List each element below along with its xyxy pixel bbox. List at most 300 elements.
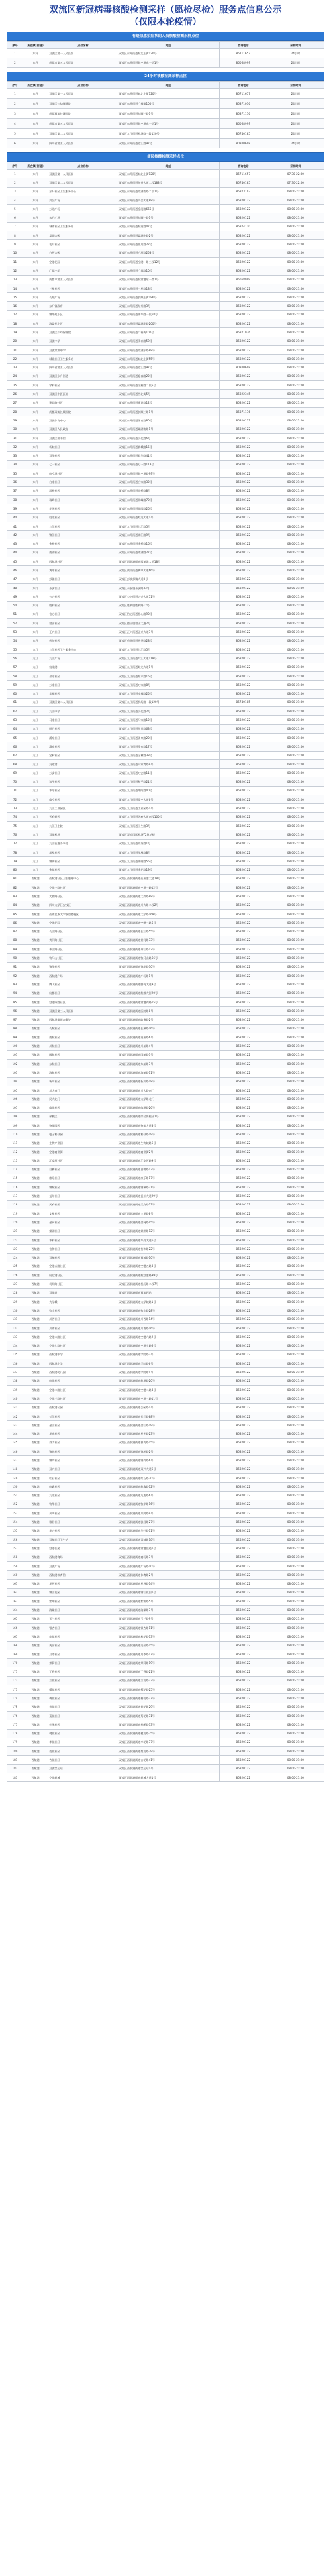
address-cell: 双流区东升街道航空港东一路1号 — [118, 119, 219, 129]
hours-cell: 08:00-21:00 — [267, 1623, 324, 1632]
table-row — [7, 1641, 324, 1650]
table-row — [7, 1183, 324, 1192]
area-cell: 东升 — [23, 58, 48, 68]
phone-cell: 85820122 — [219, 355, 267, 363]
hours-cell: 08:00-21:00 — [267, 1711, 324, 1720]
address-cell: 双流区西航港街道群力路15号 — [118, 1438, 219, 1447]
area-cell: 九江 — [23, 689, 48, 698]
phone-cell: 85820122 — [219, 777, 267, 786]
address-cell: 双流区西航港街道生物城路5号 — [118, 1139, 219, 1147]
sequence-cell: 30 — [7, 425, 23, 433]
phone-cell: 85740185 — [219, 698, 267, 706]
phone-cell: 85820122 — [219, 1227, 267, 1235]
table-row — [7, 1667, 324, 1676]
table-row — [7, 1227, 324, 1235]
address-cell: 双流区西航港街道星河路14号 — [118, 1579, 219, 1588]
sequence-cell: 116 — [7, 1183, 23, 1192]
table-row — [7, 1614, 324, 1623]
table-row — [7, 1306, 324, 1315]
sequence-cell: 174 — [7, 1694, 23, 1703]
table-row — [7, 433, 324, 442]
sequence-cell: 73 — [7, 804, 23, 812]
phone-cell: 85820122 — [219, 1403, 267, 1412]
phone-cell: 85820122 — [219, 997, 267, 1006]
address-cell: 双流区西航港街道东航路7号 — [118, 1059, 219, 1068]
table-row — [7, 1323, 324, 1332]
table-row — [7, 830, 324, 839]
hours-cell: 08:00-21:00 — [267, 945, 324, 954]
phone-cell: 85820122 — [219, 601, 267, 610]
address-cell: 双流区东升街道航空港东一路1号 — [118, 275, 219, 284]
area-cell: 西航港 — [23, 1614, 48, 1623]
area-cell: 东升 — [23, 205, 48, 213]
address-cell: 双流区九江街道锦绣路56号 — [118, 857, 219, 866]
address-cell: 双流区九江街道幸福路25号 — [118, 689, 219, 698]
table-row — [7, 1271, 324, 1280]
table-row — [7, 58, 324, 68]
hours-cell: 08:00-21:00 — [267, 1112, 324, 1121]
phone-cell: 85820122 — [219, 1235, 267, 1244]
phone-cell: 85820122 — [219, 1526, 267, 1535]
table-row — [7, 1315, 324, 1323]
phone-cell: 85820122 — [219, 231, 267, 240]
address-cell: 双流区西航港街道珠江路12号 — [118, 945, 219, 954]
hours-cell: 08:00-21:00 — [267, 610, 324, 618]
table-row — [7, 1394, 324, 1403]
sequence-cell: 143 — [7, 1421, 23, 1429]
phone-cell: 85820122 — [219, 1394, 267, 1403]
address-cell: 双流区西航港街道川西路14号 — [118, 1315, 219, 1323]
sequence-cell: 23 — [7, 363, 23, 372]
site-name-cell: 万达广场 — [48, 205, 118, 213]
site-name-cell: 长江路社区 — [48, 927, 118, 936]
hours-cell: 08:00-21:00 — [267, 909, 324, 918]
address-cell: 双流区东升街道长顺三路1号 — [118, 408, 219, 416]
table-row — [7, 751, 324, 759]
table-row — [7, 962, 324, 971]
hours-cell: 08:00-21:00 — [267, 777, 324, 786]
phone-cell: 85820122 — [219, 1183, 267, 1192]
address-cell: 双流区西航港街道科技路19号 — [118, 1130, 219, 1139]
sequence-cell: 86 — [7, 919, 23, 927]
phone-cell: 85823103 — [219, 187, 267, 196]
sequence-cell: 31 — [7, 433, 23, 442]
phone-cell: 85820122 — [219, 1130, 267, 1139]
sequence-cell: 108 — [7, 1112, 23, 1121]
site-name-cell: 大件路社区 — [48, 892, 118, 901]
area-cell: 西航港 — [23, 1438, 48, 1447]
area-cell: 东升 — [23, 328, 48, 337]
hours-cell: 08:00-21:00 — [267, 451, 324, 460]
column-header: 所在镇(街道) — [23, 162, 48, 170]
phone-cell: 85820122 — [219, 1579, 267, 1588]
address-cell: 双流区西航港街道康乐路17号 — [118, 1174, 219, 1182]
hours-cell: 08:00-21:00 — [267, 1429, 324, 1438]
area-cell: 东升 — [23, 139, 48, 148]
address-cell: 双流区西航港街道海航路11号 — [118, 1068, 219, 1077]
sequence-cell: 10 — [7, 249, 23, 257]
area-cell: 西航港 — [23, 1720, 48, 1729]
site-name-cell: 荷花社区 — [48, 1703, 118, 1711]
area-cell: 东升 — [23, 451, 48, 460]
site-name-cell: 双流区中医医院 — [48, 390, 118, 398]
sequence-cell: 1 — [7, 49, 23, 58]
phone-cell: 85820122 — [219, 1059, 267, 1068]
sequence-cell: 130 — [7, 1306, 23, 1315]
sequence-cell: 159 — [7, 1561, 23, 1570]
phone-cell: 85820122 — [219, 1156, 267, 1165]
sequence-cell: 2 — [7, 99, 23, 109]
table-row — [7, 1694, 324, 1703]
address-cell: 双流区西航港街道综合保税区1号 — [118, 1112, 219, 1121]
table-row — [7, 663, 324, 671]
phone-cell: 85820122 — [219, 1103, 267, 1112]
area-cell: 西航港 — [23, 1130, 48, 1139]
sequence-cell: 6 — [7, 139, 23, 148]
hours-cell: 08:00-21:00 — [267, 345, 324, 354]
area-cell: 九江 — [23, 645, 48, 654]
hours-cell: 08:00-21:00 — [267, 980, 324, 989]
area-cell: 东升 — [23, 416, 48, 425]
sequence-cell: 117 — [7, 1192, 23, 1200]
hours-cell: 08:00-21:00 — [267, 310, 324, 319]
table-row — [7, 698, 324, 706]
address-cell: 双流区西航港街道凤鸣路9号 — [118, 1509, 219, 1518]
area-cell: 东升 — [23, 390, 48, 398]
phone-cell: 85820122 — [219, 1042, 267, 1050]
column-header: 地址 — [118, 82, 219, 89]
sequence-cell: 32 — [7, 443, 23, 451]
area-cell: 东升 — [23, 109, 48, 119]
sequence-cell: 177 — [7, 1720, 23, 1729]
site-name-cell: 生物产业园 — [48, 1139, 118, 1147]
phone-cell: 85820122 — [219, 1024, 267, 1033]
address-cell: 双流区九江街道泉水路16号 — [118, 671, 219, 680]
hours-cell: 24小时 — [267, 129, 324, 139]
site-name-cell: 黄河路社区 — [48, 936, 118, 944]
site-name-cell: 双流站 — [48, 1288, 118, 1297]
sequence-cell: 33 — [7, 451, 23, 460]
sequence-cell: 164 — [7, 1606, 23, 1614]
hours-cell: 08:00-21:00 — [267, 769, 324, 777]
address-cell: 双流区西航港街道政务路2号 — [118, 1015, 219, 1024]
hours-cell: 08:00-21:00 — [267, 1588, 324, 1596]
site-name-cell: 机场路社区 — [48, 1280, 118, 1288]
address-cell: 双流区东升街道迎春路22号 — [118, 372, 219, 380]
hours-cell: 08:00-21:00 — [267, 1315, 324, 1323]
table-row — [7, 1156, 324, 1165]
sequence-cell: 35 — [7, 469, 23, 478]
hours-cell: 08:00-21:00 — [267, 1015, 324, 1024]
hours-cell: 08:00-21:00 — [267, 1245, 324, 1253]
address-cell: 双流区东升街道空港一路三段12号 — [118, 257, 219, 266]
phone-cell: 85820122 — [219, 1509, 267, 1518]
hours-cell: 08:00-21:00 — [267, 972, 324, 980]
site-name-cell: 新城社区 — [48, 443, 118, 451]
sequence-cell: 78 — [7, 848, 23, 856]
sequence-cell: 107 — [7, 1103, 23, 1112]
area-cell: 西航港 — [23, 1429, 48, 1438]
phone-cell: 85820122 — [219, 398, 267, 407]
site-name-cell: 锦华苑小区 — [48, 310, 118, 319]
area-cell: 西航港 — [23, 954, 48, 962]
site-name-cell: 茉莉社区 — [48, 1659, 118, 1667]
site-name-cell: 星光社区 — [48, 1429, 118, 1438]
site-name-cell: 双兴社区 — [48, 1465, 118, 1473]
address-cell: 双流区西航港街道川大路二段2号 — [118, 901, 219, 909]
area-cell: 西航港 — [23, 1341, 48, 1350]
hours-cell: 08:00-21:00 — [267, 1747, 324, 1756]
site-name-cell: 腾飞社区 — [48, 980, 118, 989]
phone-cell: 85820122 — [219, 830, 267, 839]
site-name-cell: 兴合广场 — [48, 196, 118, 204]
area-cell: 九江 — [23, 777, 48, 786]
page-subtitle: （仅限本轮疫情） — [130, 17, 201, 27]
sequence-cell: 175 — [7, 1703, 23, 1711]
address-cell: 双流区东升街道长顺上街186号 — [118, 293, 219, 302]
sequence-cell: 120 — [7, 1218, 23, 1227]
address-cell: 双流区西航港街道航空港路99号 — [118, 1271, 219, 1280]
hours-cell: 08:00-21:00 — [267, 1641, 324, 1650]
table-row — [7, 257, 324, 266]
site-name-cell: 海航社区 — [48, 1068, 118, 1077]
sequence-cell: 13 — [7, 275, 23, 284]
phone-cell: 85820122 — [219, 734, 267, 742]
site-name-cell: 双流区第一人民医院 — [48, 170, 118, 178]
sequence-cell: 160 — [7, 1571, 23, 1579]
address-cell: 双流区西航港街道桂花路13号 — [118, 1632, 219, 1641]
phone-cell: 85820122 — [219, 416, 267, 425]
phone-cell: 85820122 — [219, 240, 267, 249]
hours-cell: 08:00-21:00 — [267, 1192, 324, 1200]
section-title: 便民核酸检测采样点位 — [7, 152, 324, 162]
area-cell: 九江 — [23, 769, 48, 777]
hours-cell: 08:00-21:00 — [267, 1262, 324, 1270]
address-cell: 双流区九江街道蛟龙大道1号 — [118, 663, 219, 671]
sequence-cell: 84 — [7, 901, 23, 909]
area-cell: 东升 — [23, 266, 48, 275]
phone-cell: 85820122 — [219, 345, 267, 354]
area-cell: 东升 — [23, 222, 48, 231]
address-cell: 双流区西航港街道锦江花园1号 — [118, 1588, 219, 1596]
sequence-cell: 158 — [7, 1553, 23, 1561]
address-cell: 双流区西航港街道学院路9号 — [118, 1368, 219, 1376]
site-name-cell: 籍田社区 — [48, 619, 118, 628]
sequence-cell: 166 — [7, 1623, 23, 1632]
site-name-cell: 牧马山社区 — [48, 954, 118, 962]
address-cell: 双流区西航港街道兰花路23号 — [118, 1676, 219, 1685]
table-row — [7, 927, 324, 936]
address-cell: 双流区西航港街道梅花路27号 — [118, 1694, 219, 1703]
site-name-cell: 双流机场 — [48, 830, 118, 839]
hours-cell: 24小时 — [267, 119, 324, 129]
area-cell: 西航港 — [23, 1315, 48, 1323]
sequence-cell: 72 — [7, 795, 23, 804]
table-row — [7, 671, 324, 680]
site-name-cell: 公兴社区 — [48, 592, 118, 601]
table-row — [7, 557, 324, 566]
site-name-cell: 李花社区 — [48, 1738, 118, 1746]
address-cell: 双流区西航港街道国航路3号 — [118, 1050, 219, 1059]
area-cell: 西航港 — [23, 1483, 48, 1491]
table-row — [7, 1121, 324, 1130]
table-row — [7, 372, 324, 380]
address-cell: 双流区西航港街道公园路1号 — [118, 1403, 219, 1412]
phone-cell: 85874110 — [219, 222, 267, 231]
site-name-cell: 双流区东升街道 — [48, 372, 118, 380]
address-cell: 双流区西航港街道文星路8号 — [118, 1209, 219, 1218]
sequence-cell: 91 — [7, 962, 23, 971]
table-row — [7, 381, 324, 390]
table-row — [7, 769, 324, 777]
table-row — [7, 1509, 324, 1518]
hours-cell: 08:00-21:00 — [267, 1024, 324, 1033]
hours-cell: 08:00-21:00 — [267, 1095, 324, 1103]
hours-cell: 08:00-21:00 — [267, 989, 324, 997]
area-cell: 东升 — [23, 513, 48, 522]
sequence-cell: 132 — [7, 1323, 23, 1332]
phone-cell: 85820122 — [219, 1385, 267, 1394]
site-name-cell: 华阳社区 — [48, 786, 118, 795]
site-name-cell: 锦绣社区 — [48, 857, 118, 866]
address-cell: 双流区九江街道冯家湾路9号 — [118, 759, 219, 768]
area-cell: 西航港 — [23, 945, 48, 954]
site-name-cell: 华府社区 — [48, 1235, 118, 1244]
hours-cell: 08:00-21:00 — [267, 275, 324, 284]
phone-cell: 85820122 — [219, 769, 267, 777]
phone-cell: 85820122 — [219, 495, 267, 504]
table-row — [7, 1007, 324, 1015]
sequence-cell: 69 — [7, 769, 23, 777]
area-cell: 东升 — [23, 49, 48, 58]
area-cell: 西航港 — [23, 1623, 48, 1632]
sequence-cell: 99 — [7, 1033, 23, 1042]
site-name-cell: 双流区第一人民医院 — [48, 49, 118, 58]
address-cell: 双流区东升街道白河路258号 — [118, 249, 219, 257]
phone-cell: 85820122 — [219, 1491, 267, 1500]
phone-cell: 85820122 — [219, 1209, 267, 1218]
area-cell: 东升 — [23, 522, 48, 530]
sequence-cell: 8 — [7, 231, 23, 240]
site-name-cell: 金河社区 — [48, 1218, 118, 1227]
site-name-cell: 成都市第五人民医院 — [48, 275, 118, 284]
hours-cell: 08:00-21:00 — [267, 1271, 324, 1280]
sequence-cell: 75 — [7, 821, 23, 830]
phone-cell: 85820122 — [219, 1561, 267, 1570]
table-row — [7, 1412, 324, 1420]
hours-cell: 07:30-22:00 — [267, 178, 324, 187]
site-name-cell: 塔桥社区 — [48, 486, 118, 495]
table-row — [7, 1350, 324, 1359]
site-name-cell: 益州社区 — [48, 1192, 118, 1200]
area-cell: 东升 — [23, 575, 48, 583]
sequence-cell: 48 — [7, 583, 23, 592]
sequence-cell: 104 — [7, 1077, 23, 1086]
site-name-cell: 空港五路社区 — [48, 1262, 118, 1270]
table-row — [7, 874, 324, 883]
site-name-cell: 新川社区 — [48, 1077, 118, 1086]
sequence-cell: 112 — [7, 1147, 23, 1156]
area-cell: 东升 — [23, 531, 48, 539]
hours-cell: 08:00-21:00 — [267, 478, 324, 486]
sequence-cell: 105 — [7, 1086, 23, 1094]
phone-cell: 85820122 — [219, 575, 267, 583]
address-cell: 双流区西航港街道学院路2号 — [118, 1350, 219, 1359]
hours-cell: 08:00-21:00 — [267, 1703, 324, 1711]
table-row — [7, 443, 324, 451]
phone-cell: 85820122 — [219, 1050, 267, 1059]
site-name-cell: 川南社区 — [48, 1323, 118, 1332]
sequence-cell: 172 — [7, 1676, 23, 1685]
sequence-cell: 93 — [7, 980, 23, 989]
area-cell: 西航港 — [23, 1588, 48, 1596]
column-header: 咨询电话 — [219, 42, 267, 49]
phone-cell: 86068999 — [219, 275, 267, 284]
phone-cell: 85822345 — [219, 390, 267, 398]
area-cell: 西航港 — [23, 1042, 48, 1050]
sequence-cell: 17 — [7, 310, 23, 319]
address-cell: 双流区东升街道七一路118号 — [118, 460, 219, 469]
phone-cell: 85820122 — [219, 583, 267, 592]
site-name-cell: 广都小学 — [48, 266, 118, 275]
address-cell: 双流区西航港街道物流大道8号 — [118, 1121, 219, 1130]
phone-cell: 85820122 — [219, 1253, 267, 1262]
hours-cell: 08:00-21:00 — [267, 707, 324, 716]
hours-cell: 08:00-21:00 — [267, 636, 324, 645]
address-cell: 双流区西航港街道芙蓉路15号 — [118, 1641, 219, 1650]
sequence-cell: 133 — [7, 1333, 23, 1341]
area-cell: 东升 — [23, 557, 48, 566]
site-name-cell: 涌泉社区 — [48, 734, 118, 742]
area-cell: 西航港 — [23, 1059, 48, 1068]
area-cell: 东升 — [23, 231, 48, 240]
address-cell: 双流区西航港街道广场路1号 — [118, 972, 219, 980]
area-cell: 西航港 — [23, 1050, 48, 1059]
site-name-cell: 长江社区 — [48, 1412, 118, 1420]
address-cell: 双流区西航港街道临港路26号 — [118, 1103, 219, 1112]
phone-cell: 85820122 — [219, 812, 267, 821]
hours-cell: 08:00-21:00 — [267, 901, 324, 909]
sequence-cell: 147 — [7, 1456, 23, 1465]
site-name-cell: 西航港公园 — [48, 1403, 118, 1412]
site-name-cell: 东升广场 — [48, 213, 118, 222]
area-cell: 西航港 — [23, 1007, 48, 1015]
phone-cell: 85820122 — [219, 460, 267, 469]
site-name-cell: 芙蓉社区 — [48, 1641, 118, 1650]
site-name-cell: 双流区妇幼保健院 — [48, 99, 118, 109]
table-row — [7, 1650, 324, 1658]
hours-cell: 08:00-21:00 — [267, 654, 324, 663]
address-cell: 双流区西航港街道大件路88号 — [118, 892, 219, 901]
hours-cell: 08:00-21:00 — [267, 1033, 324, 1042]
sequence-cell: 55 — [7, 645, 23, 654]
sequence-cell: 121 — [7, 1227, 23, 1235]
area-cell: 九江 — [23, 751, 48, 759]
site-name-cell: 牧华社区 — [48, 1500, 118, 1508]
sequence-cell: 122 — [7, 1235, 23, 1244]
table-row — [7, 240, 324, 249]
area-cell: 西航港 — [23, 919, 48, 927]
column-header: 采样时间 — [267, 162, 324, 170]
address-cell: 双流区永安镇永安路33号 — [118, 583, 219, 592]
sequence-cell: 161 — [7, 1579, 23, 1588]
phone-cell: 85820122 — [219, 1773, 267, 1782]
address-cell: 双流区东升街道文化路6号 — [118, 433, 219, 442]
phone-cell: 85820122 — [219, 1632, 267, 1641]
area-cell: 西航港 — [23, 1412, 48, 1420]
table-row — [7, 566, 324, 575]
area-cell: 西航港 — [23, 1077, 48, 1086]
